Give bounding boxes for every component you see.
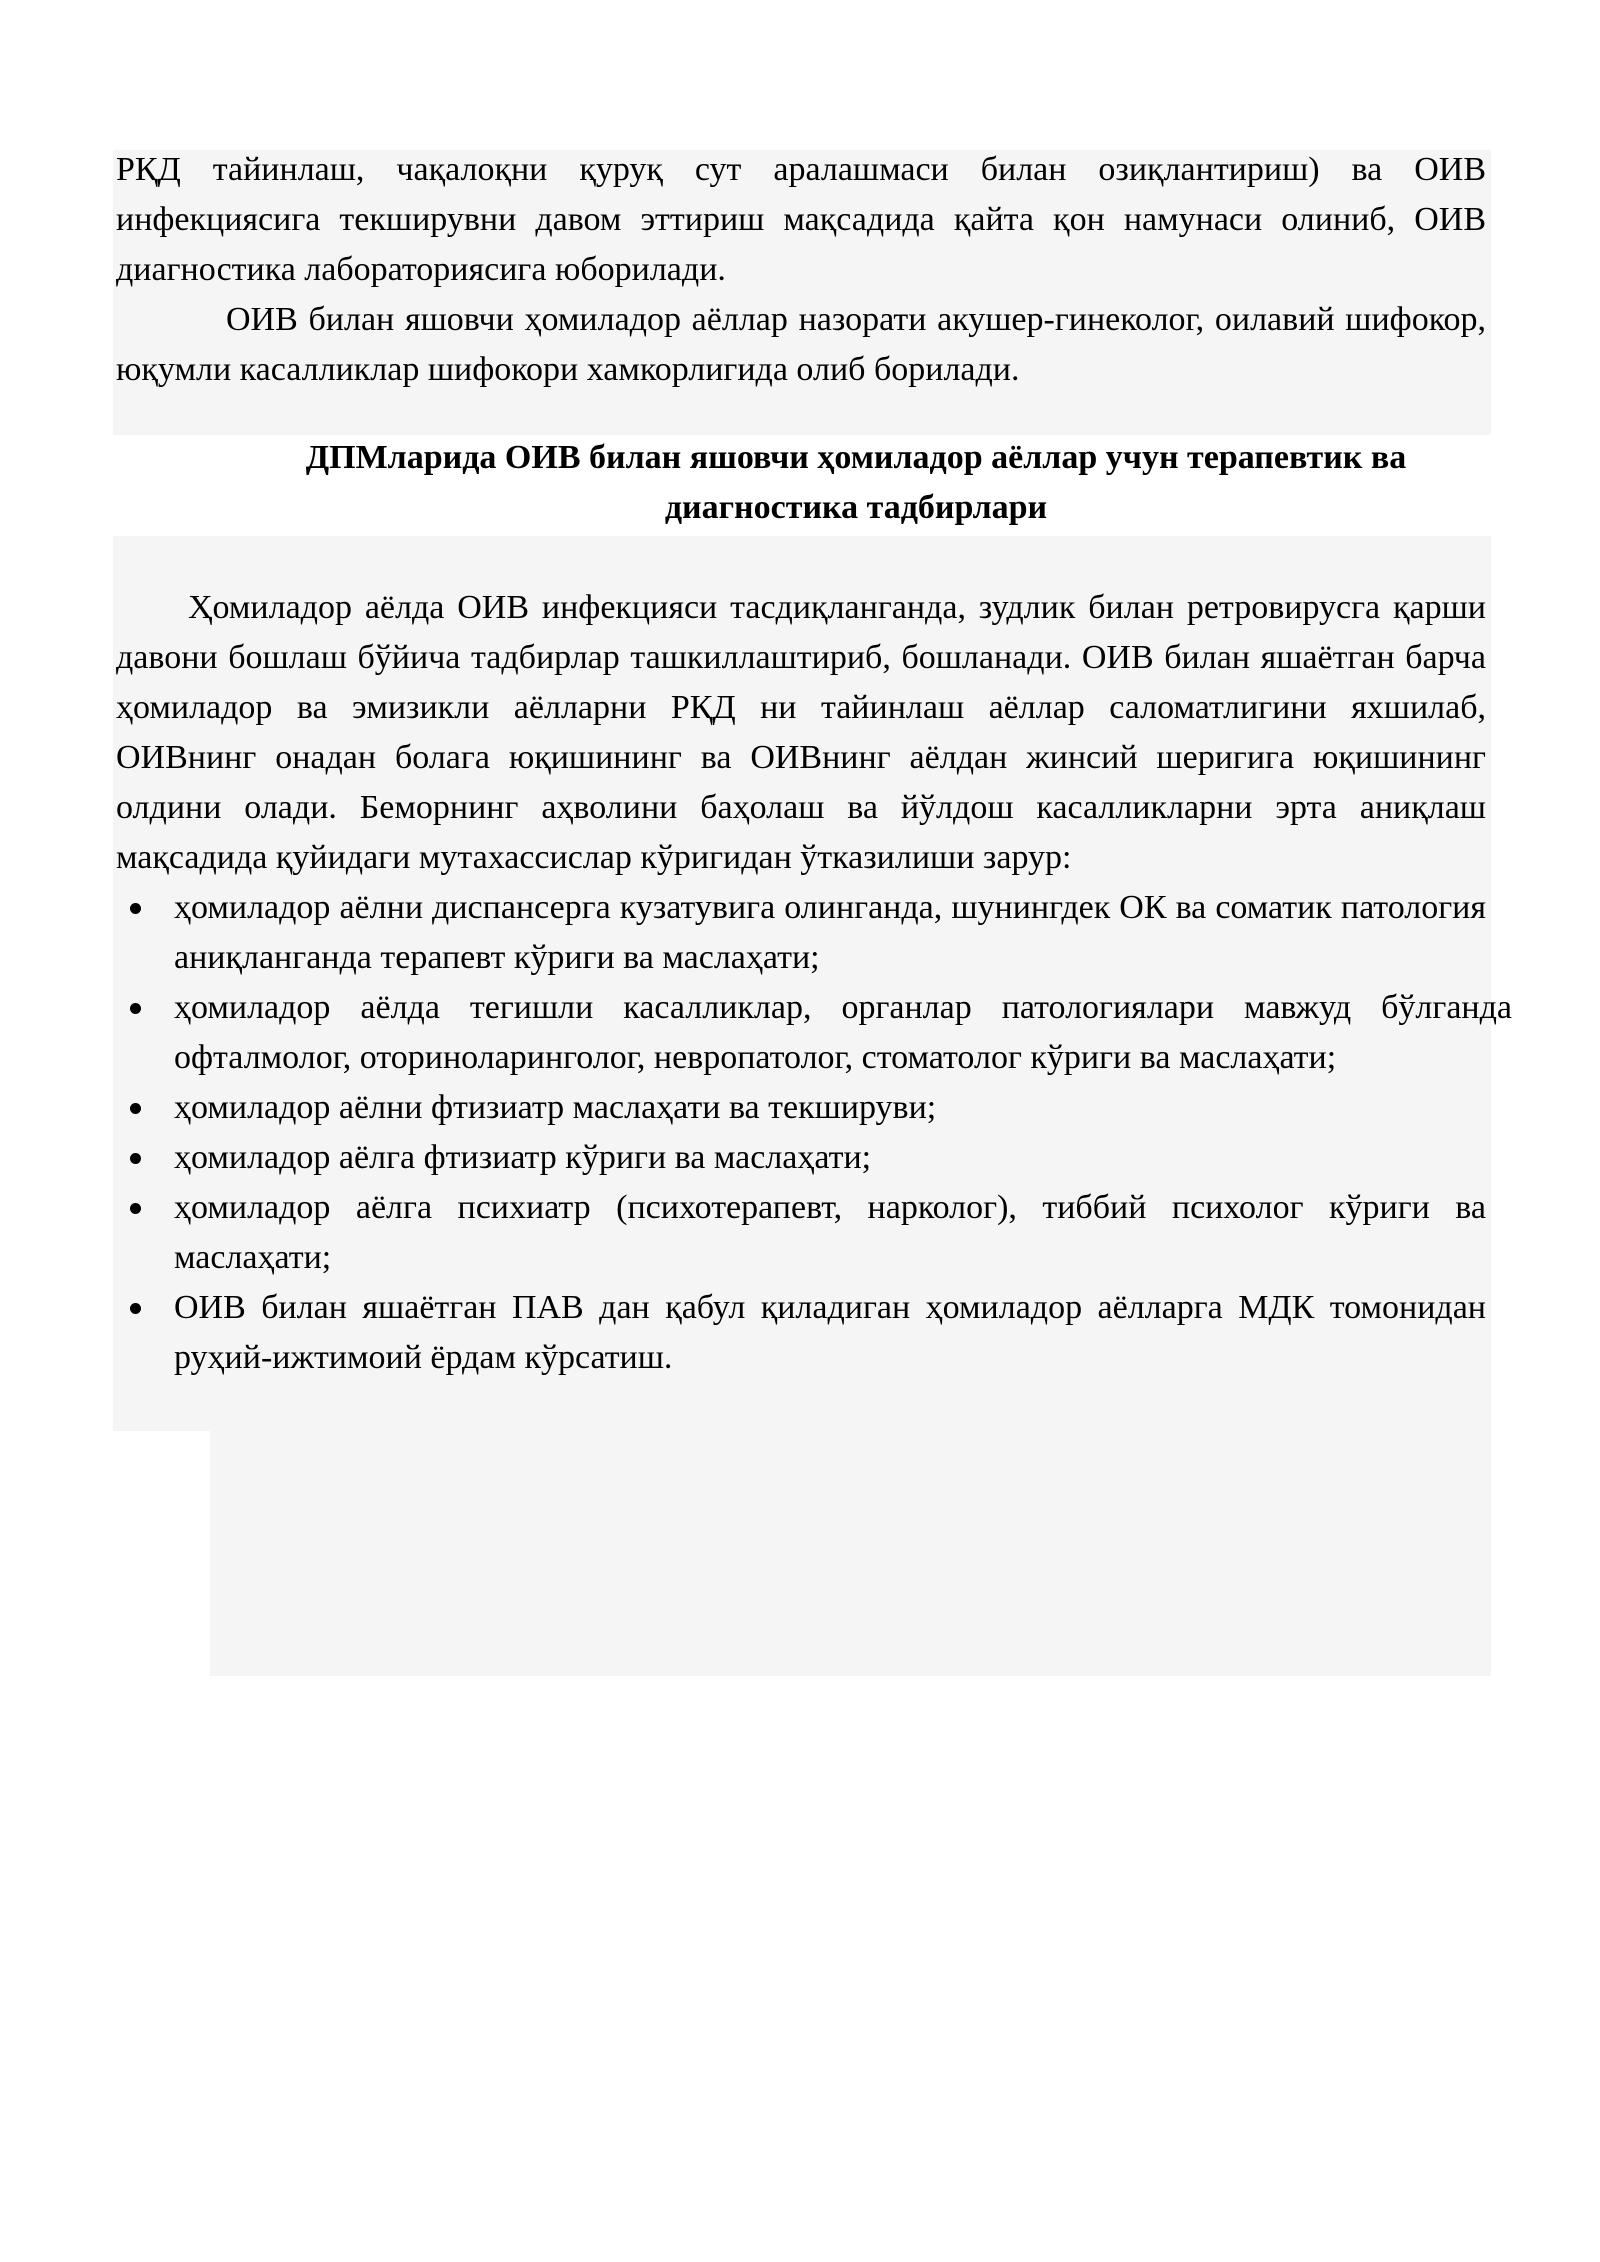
list-item-text: ҳомиладор аёлга психиатр (психотерапевт, нарколог), тиббий психолог кўриги ва маслаҳати; (174, 1189, 1486, 1276)
list-item (116, 1183, 1486, 1283)
specialist-list (116, 883, 1512, 1383)
list-item (116, 1283, 1486, 1383)
bullet-icon (130, 1203, 141, 1214)
section-heading: ДПМларида ОИВ билан яшовчи ҳомиладор аёллар учун терапевтик ва диагностика тадбирлари (305, 439, 1407, 526)
page-shading-bottom (210, 1430, 1491, 1676)
list-item-text: ҳомиладор аёлни фтизиатр маслаҳати ва текшируви; (174, 1089, 937, 1126)
bullet-icon (130, 1103, 141, 1114)
list-item (116, 1133, 1486, 1183)
list-item (116, 883, 1486, 983)
bullet-icon (130, 1153, 141, 1164)
bullet-icon (130, 1003, 141, 1014)
bullet-icon (130, 1303, 141, 1314)
body-paragraph-therapy: Ҳомиладор аёлда ОИВ инфекцияси тасдиқланганда, зудлик билан ретровирусга қарши давони бошлаш бўйича тадбирлар ташкиллаштириб, бошланади. ОИВ билан яшаётган барча ҳомиладор ва эмизикли аёлларни РҚД ни тайинлаш аёллар саломатлигини яхшилаб, ОИВнинг онадан болага юқишининг ва ОИВнинг аёлдан жинсий шеригига юқишининг олдини олади. Беморнинг аҳволини баҳолаш ва йўлдош касалликларни эрта аниқлаш мақсадида қуйидаги мутахассислар кўригидан ўтказилиши зарур: (116, 589, 1486, 876)
list-item (116, 983, 1512, 1083)
list-item-text: ҳомиладор аёлни диспансерга кузатувига олинганда, шунингдек ОК ва соматик патология аниқланганда терапевт кўриги ва маслаҳати; (174, 889, 1486, 976)
list-item (116, 1083, 1486, 1133)
body-paragraph-continuation: РҚД тайинлаш, чақалоқни қуруқ сут аралашмаси билан озиқлантириш) ва ОИВ инфекциясига текширувни давом эттириш мақсадида қайта қон намунаси олиниб, ОИВ диагностика лабораториясига юборилади. (116, 151, 1486, 288)
bullet-icon (130, 903, 141, 914)
list-item-text: ҳомиладор аёлда тегишли касалликлар, органлар патологиялари мавжуд бўлганда офталмолог, оториноларинголог, невропатолог, стоматолог кўриги ва маслаҳати; (174, 989, 1512, 1076)
list-item-text: ҳомиладор аёлга фтизиатр кўриги ва маслаҳати; (174, 1139, 872, 1176)
document-page (116, 145, 1512, 1383)
list-item-text: ОИВ билан яшаётган ПАВ дан қабул қиладиган ҳомиладор аёлларга МДК томонидан руҳий-ижтимоий ёрдам кўрсатиш. (174, 1289, 1486, 1376)
body-paragraph-supervision: ОИВ билан яшовчи ҳомиладор аёллар назорати акушер-гинеколог, оилавий шифокор, юқумли касалликлар шифокори хамкорлигида олиб борилади. (116, 301, 1486, 388)
